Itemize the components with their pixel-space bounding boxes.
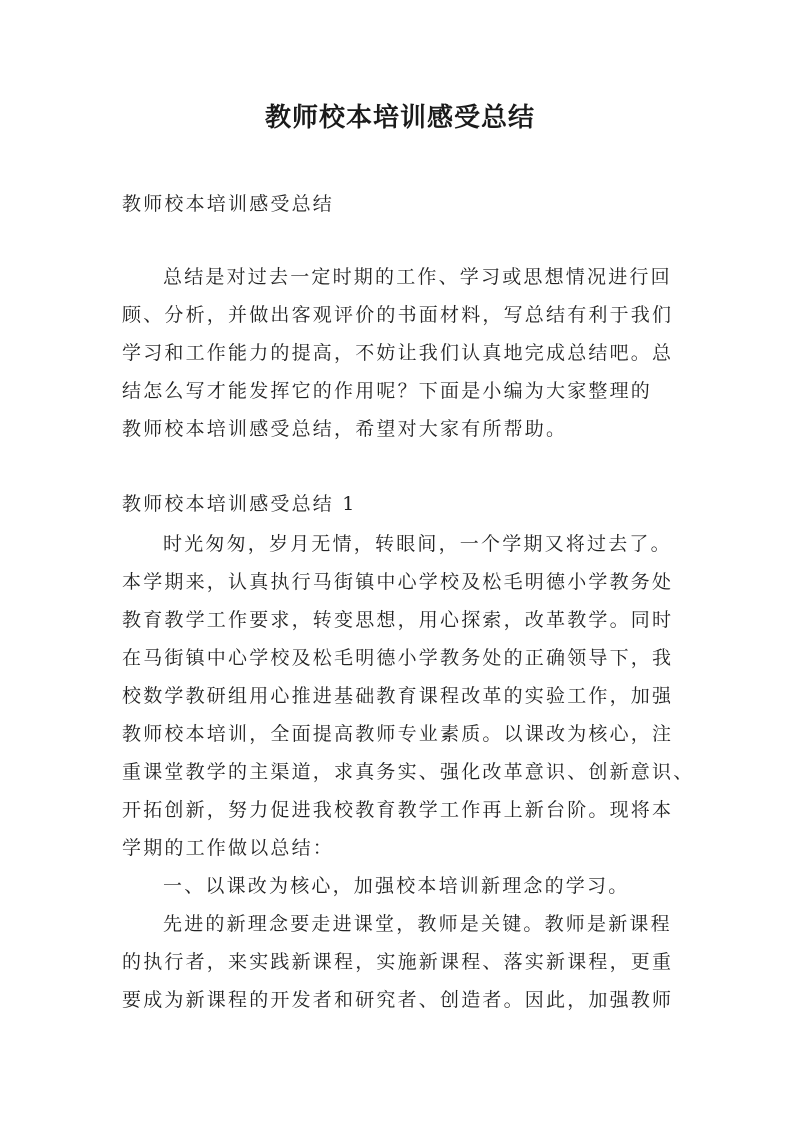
intro-line: 结怎么写才能发挥它的作用呢？下面是小编为大家整理的 — [122, 380, 653, 402]
section-line: 教师校本培训，全面提高教师专业素质。以课改为核心，注 — [122, 723, 674, 745]
section-line: 开拓创新，努力促进我校教育教学工作再上新台阶。现将本 — [122, 799, 674, 821]
intro-line: 顾、分析，并做出客观评价的书面材料，写总结有利于我们 — [122, 304, 674, 326]
section-line: 学期的工作做以总结： — [122, 837, 335, 859]
section-line: 教育教学工作要求，转变思想，用心探索，改革教学。同时 — [122, 609, 674, 631]
section-line: 在马街镇中心学校及松毛明德小学教务处的正确领导下，我 — [122, 647, 674, 669]
point-line: 要成为新课程的开发者和研究者、创造者。因此，加强教师 — [122, 989, 674, 1011]
intro-line: 教师校本培训感受总结，希望对大家有所帮助。 — [122, 418, 568, 440]
section-line: 校数学教研组用心推进基础教育课程改革的实验工作，加强 — [122, 685, 674, 707]
intro-line: 学习和工作能力的提高，不妨让我们认真地完成总结吧。总 — [122, 342, 674, 364]
section-line: 重课堂教学的主渠道，求真务实、强化改革意识、创新意识、 — [122, 761, 695, 783]
section-line: 时光匆匆，岁月无情，转眼间，一个学期又将过去了。 — [163, 533, 672, 555]
section-heading: 教师校本培训感受总结 1 — [122, 493, 357, 515]
section-line: 本学期来，认真执行马街镇中心学校及松毛明德小学教务处 — [122, 571, 674, 593]
point-heading: 一、以课改为核心，加强校本培训新理念的学习。 — [163, 875, 630, 897]
document-subtitle: 教师校本培训感受总结 — [122, 193, 335, 215]
intro-line: 总结是对过去一定时期的工作、学习或思想情况进行回 — [163, 266, 672, 288]
point-line: 的执行者，来实践新课程，实施新课程、落实新课程，更重 — [122, 951, 674, 973]
point-line: 先进的新理念要走进课堂，教师是关键。教师是新课程 — [163, 913, 672, 935]
document-title: 教师校本培训感受总结 — [264, 103, 535, 133]
